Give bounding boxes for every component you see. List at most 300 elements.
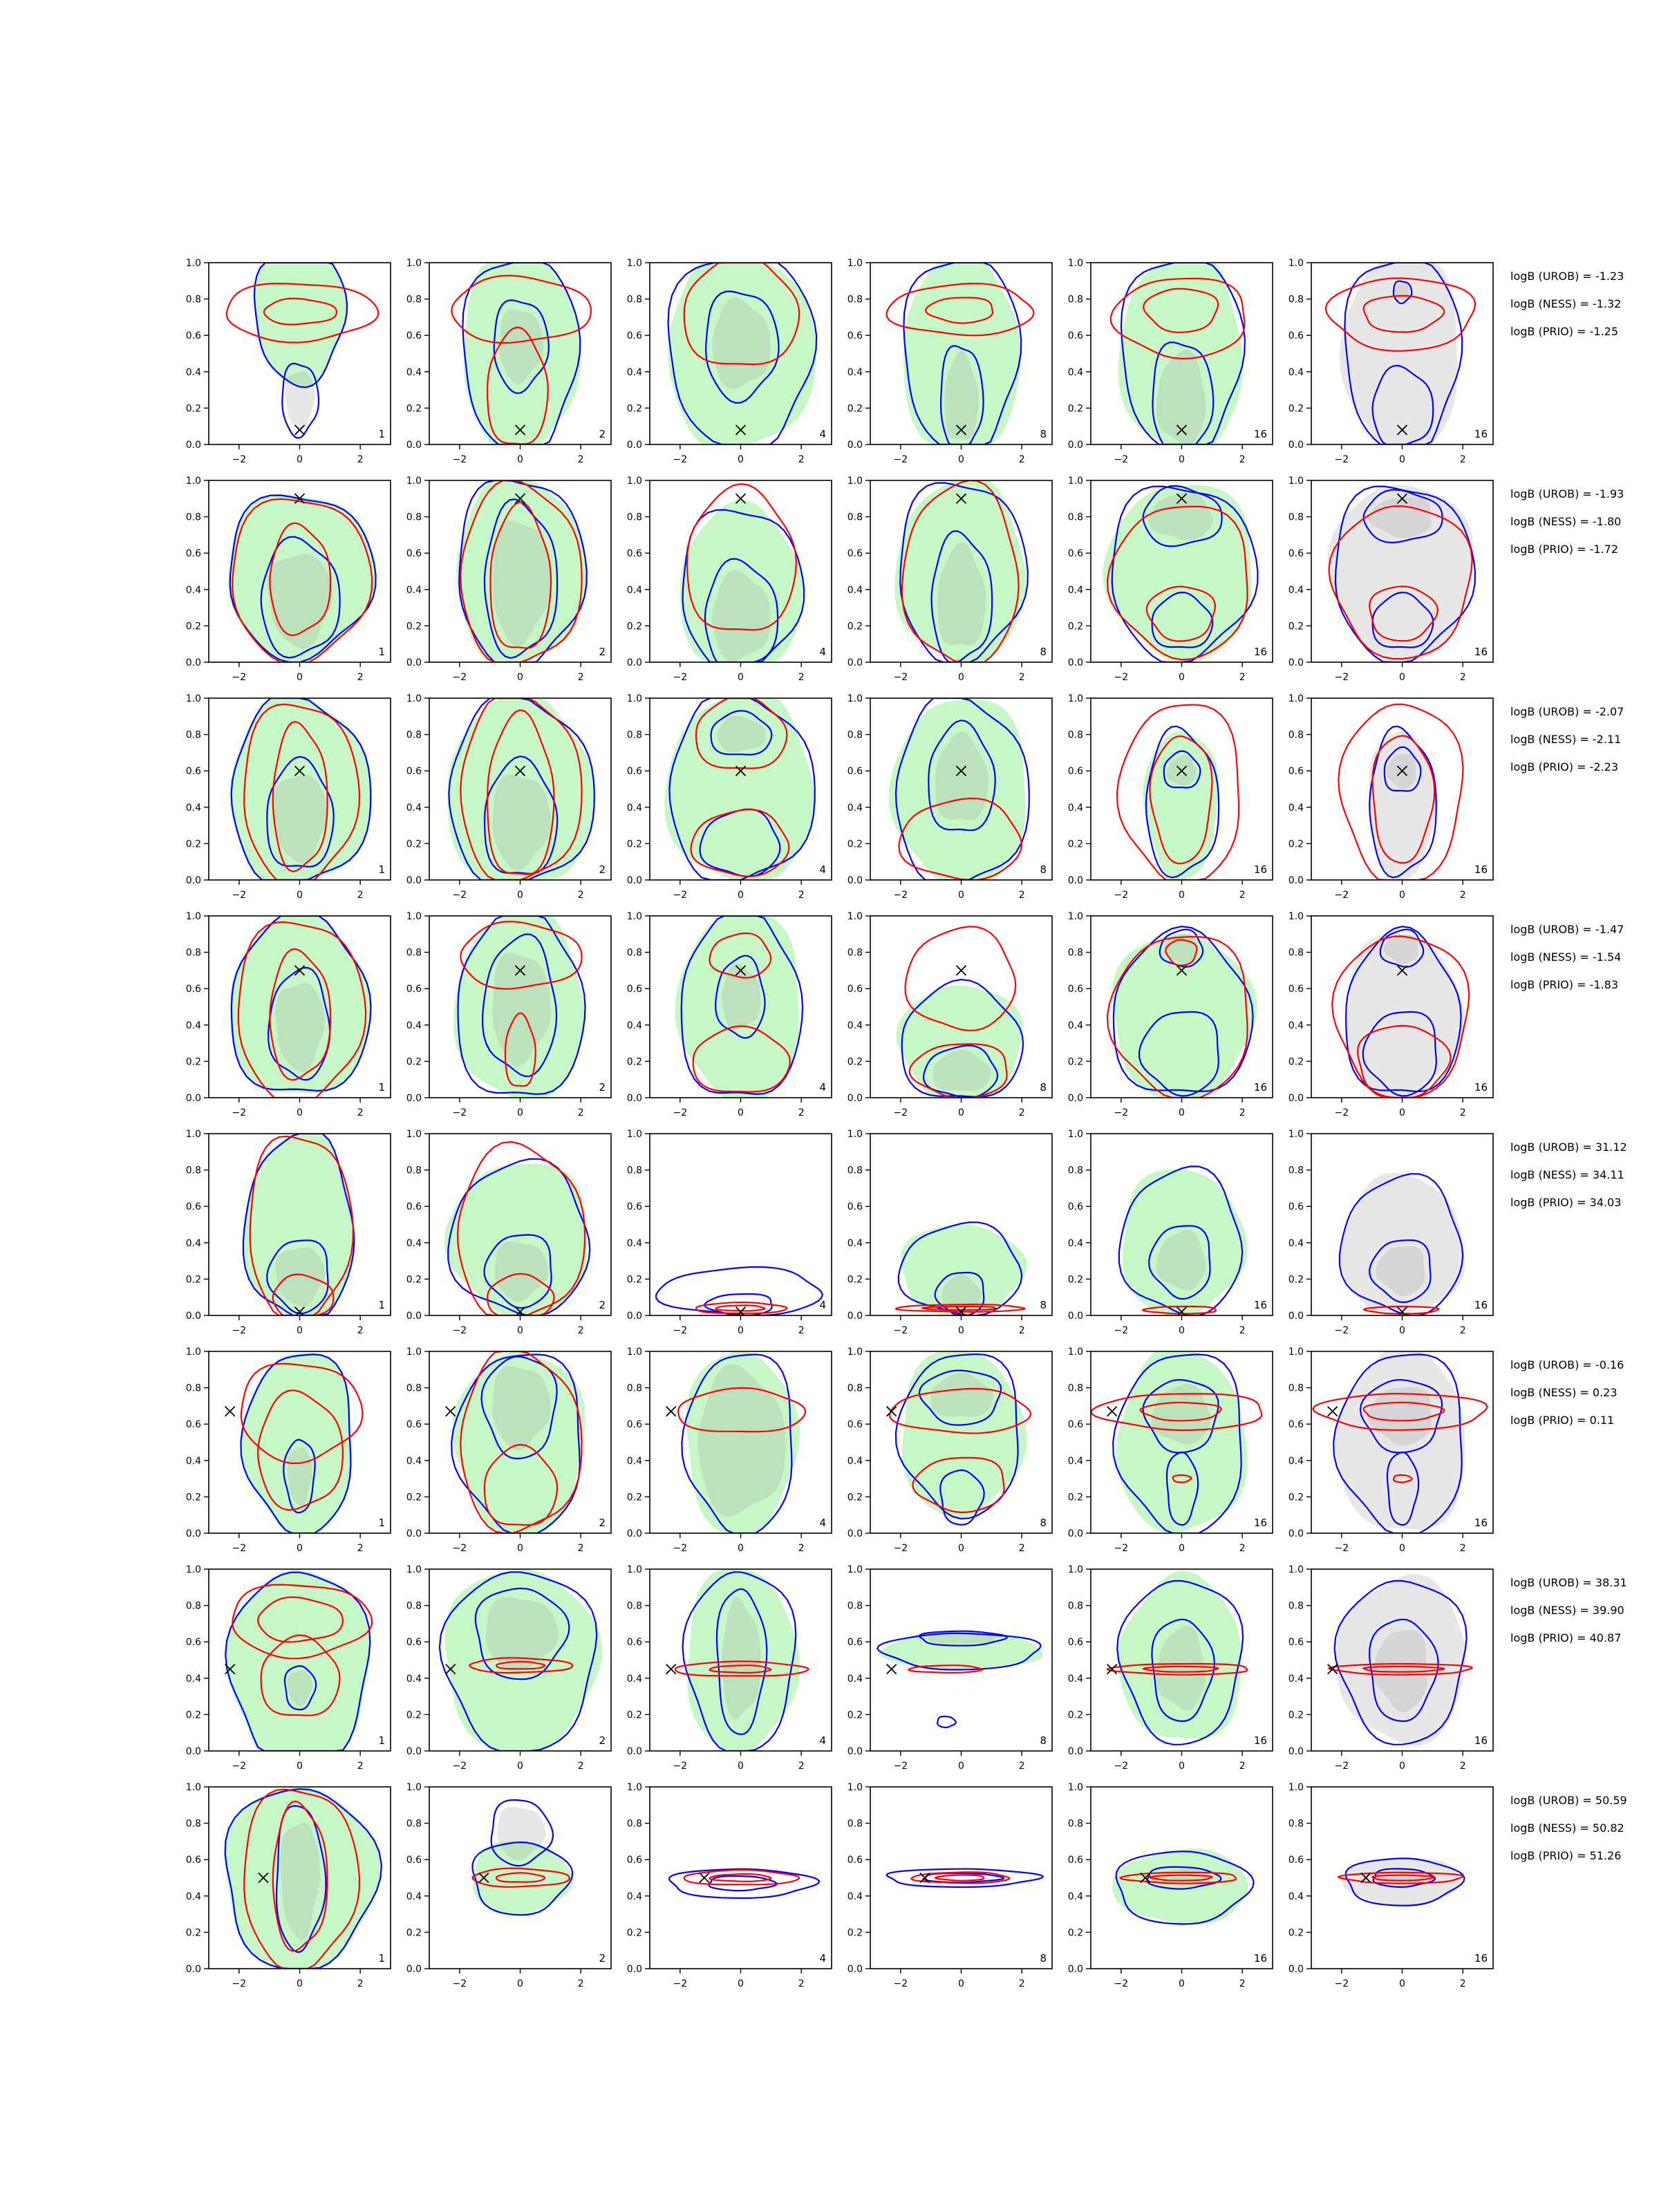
y-tick-label: 0.6 <box>185 984 201 995</box>
y-tick-label: 1.0 <box>1288 258 1304 269</box>
x-tick-label: −2 <box>1114 1978 1129 1989</box>
y-tick-label: 0.2 <box>1288 1056 1304 1068</box>
panel-count-label: 2 <box>599 428 606 440</box>
y-tick-label: 0.0 <box>847 1093 863 1104</box>
y-tick-label: 0.8 <box>847 729 863 741</box>
y-tick-label: 0.8 <box>1288 512 1304 523</box>
y-tick-label: 0.2 <box>185 1056 201 1068</box>
y-tick-label: 0.6 <box>406 1201 422 1213</box>
y-tick-label: 0.0 <box>1067 1746 1083 1757</box>
y-tick-label: 0.2 <box>626 838 642 850</box>
panel-count-label: 1 <box>378 1952 385 1965</box>
y-tick-label: 1.0 <box>1067 258 1083 269</box>
y-tick-label: 0.4 <box>626 1891 642 1902</box>
y-tick-label: 0.0 <box>1288 1311 1304 1322</box>
x-tick-label: 0 <box>958 1543 964 1554</box>
y-tick-label: 1.0 <box>185 911 201 922</box>
y-tick-label: 0.6 <box>1288 548 1304 560</box>
x-tick-label: 2 <box>577 890 584 901</box>
y-tick-label: 0.6 <box>1288 1855 1304 1866</box>
y-tick-label: 0.6 <box>1288 330 1304 342</box>
x-tick-label: 0 <box>738 672 744 683</box>
y-tick-label: 0.0 <box>1288 1528 1304 1539</box>
y-tick-label: 0.2 <box>847 1709 863 1721</box>
y-tick-label: 1.0 <box>626 1129 642 1140</box>
x-tick-label: −2 <box>673 672 688 683</box>
panel-count-label: 8 <box>1040 428 1047 440</box>
y-tick-label: 1.0 <box>626 1564 642 1575</box>
y-tick-label: 0.6 <box>1067 984 1083 995</box>
y-tick-label: 1.0 <box>1067 1782 1083 1793</box>
y-tick-label: 0.8 <box>626 1382 642 1394</box>
x-tick-label: −2 <box>1114 1325 1129 1336</box>
x-tick-label: 0 <box>738 1543 744 1554</box>
panel-count-label: 8 <box>1040 646 1047 658</box>
y-tick-label: 0.0 <box>406 1093 422 1104</box>
panel-count-label: 4 <box>819 1517 826 1529</box>
panel-count-label: 16 <box>1253 1081 1267 1094</box>
y-tick-label: 0.0 <box>1288 440 1304 451</box>
y-tick-label: 0.8 <box>626 294 642 306</box>
y-tick-label: 0.2 <box>626 621 642 632</box>
y-tick-label: 0.4 <box>847 802 863 814</box>
y-tick-label: 0.8 <box>626 729 642 741</box>
y-tick-label: 0.2 <box>847 838 863 850</box>
y-tick-label: 0.0 <box>185 1528 201 1539</box>
panel-count-label: 2 <box>599 863 606 876</box>
y-tick-label: 0.2 <box>847 403 863 415</box>
y-tick-label: 1.0 <box>406 1347 422 1358</box>
logb-label: logB (PRIO) = 34.03 <box>1510 1196 1622 1209</box>
logb-label: logB (UROB) = 31.12 <box>1510 1141 1627 1154</box>
x-tick-label: −2 <box>452 1107 467 1118</box>
x-tick-label: −2 <box>1334 1325 1349 1336</box>
y-tick-label: 0.6 <box>626 330 642 342</box>
x-tick-label: −2 <box>673 890 688 901</box>
x-tick-label: 2 <box>1459 1978 1466 1989</box>
logb-label: logB (PRIO) = -2.23 <box>1510 760 1618 774</box>
y-tick-label: 0.2 <box>847 1056 863 1068</box>
x-tick-label: −2 <box>1114 672 1129 683</box>
x-tick-label: −2 <box>1334 1978 1349 1989</box>
x-tick-label: −2 <box>893 1978 908 1989</box>
y-tick-label: 0.4 <box>1288 1673 1304 1685</box>
y-tick-label: 1.0 <box>185 1347 201 1358</box>
y-tick-label: 0.6 <box>847 1419 863 1431</box>
y-tick-label: 1.0 <box>847 1782 863 1793</box>
y-tick-label: 1.0 <box>1288 911 1304 922</box>
y-tick-label: 0.0 <box>847 440 863 451</box>
y-tick-label: 0.8 <box>1288 1382 1304 1394</box>
y-tick-label: 0.0 <box>847 1746 863 1757</box>
panel-count-label: 4 <box>819 428 826 440</box>
y-tick-label: 0.8 <box>406 947 422 959</box>
y-tick-label: 0.6 <box>406 330 422 342</box>
x-tick-label: −2 <box>893 1543 908 1554</box>
x-tick-label: 2 <box>577 454 584 465</box>
y-tick-label: 0.2 <box>406 1056 422 1068</box>
y-tick-label: 0.8 <box>185 512 201 523</box>
logb-label: logB (UROB) = -1.23 <box>1510 270 1624 283</box>
y-tick-label: 0.8 <box>1288 1165 1304 1177</box>
y-tick-label: 0.4 <box>1067 366 1083 378</box>
x-tick-label: 0 <box>297 454 303 465</box>
panel-count-label: 16 <box>1474 1952 1488 1965</box>
x-tick-label: 2 <box>357 1325 364 1336</box>
y-tick-label: 0.0 <box>185 1964 201 1975</box>
y-tick-label: 0.6 <box>1288 1419 1304 1431</box>
y-tick-label: 0.8 <box>406 1165 422 1177</box>
y-tick-label: 0.8 <box>1067 947 1083 959</box>
y-tick-label: 1.0 <box>1288 1782 1304 1793</box>
x-tick-label: 2 <box>1018 454 1025 465</box>
logb-label: logB (UROB) = -0.16 <box>1510 1358 1624 1371</box>
y-tick-label: 0.8 <box>1067 1165 1083 1177</box>
y-tick-label: 1.0 <box>185 1782 201 1793</box>
y-tick-label: 0.4 <box>626 1455 642 1467</box>
x-tick-label: 2 <box>798 1107 805 1118</box>
x-tick-label: 0 <box>738 890 744 901</box>
x-tick-label: 0 <box>738 1325 744 1336</box>
y-tick-label: 0.8 <box>406 512 422 523</box>
x-tick-label: −2 <box>673 1978 688 1989</box>
x-tick-label: 2 <box>357 454 364 465</box>
y-tick-label: 0.8 <box>185 729 201 741</box>
x-tick-label: −2 <box>893 672 908 683</box>
panel-count-label: 2 <box>599 1952 606 1965</box>
y-tick-label: 0.4 <box>1067 1891 1083 1902</box>
panel-count-label: 4 <box>819 1081 826 1094</box>
x-tick-label: −2 <box>232 672 247 683</box>
y-tick-label: 0.4 <box>185 1237 201 1249</box>
x-tick-label: 2 <box>1239 890 1246 901</box>
y-tick-label: 0.0 <box>626 440 642 451</box>
x-tick-label: 0 <box>1399 672 1405 683</box>
y-tick-label: 0.0 <box>626 875 642 886</box>
x-tick-label: 0 <box>297 672 303 683</box>
y-tick-label: 0.4 <box>1288 584 1304 596</box>
x-tick-label: 2 <box>357 1543 364 1554</box>
y-tick-label: 0.4 <box>1067 1673 1083 1685</box>
x-tick-label: −2 <box>452 890 467 901</box>
x-tick-label: −2 <box>232 454 247 465</box>
logb-label: logB (NESS) = 39.90 <box>1510 1604 1624 1617</box>
y-tick-label: 0.2 <box>1288 403 1304 415</box>
x-tick-label: 0 <box>1179 1978 1185 1989</box>
x-tick-label: 0 <box>738 1978 744 1989</box>
y-tick-label: 1.0 <box>626 258 642 269</box>
y-tick-label: 1.0 <box>406 258 422 269</box>
y-tick-label: 0.0 <box>1288 875 1304 886</box>
y-tick-label: 0.8 <box>1288 1600 1304 1612</box>
x-tick-label: −2 <box>1334 890 1349 901</box>
x-tick-label: 0 <box>297 890 303 901</box>
x-tick-label: 0 <box>517 1978 523 1989</box>
y-tick-label: 0.4 <box>406 1020 422 1031</box>
panel-count-label: 1 <box>378 646 385 658</box>
x-tick-label: 0 <box>738 454 744 465</box>
x-tick-label: 2 <box>577 1978 584 1989</box>
x-tick-label: −2 <box>1334 1107 1349 1118</box>
panel-count-label: 1 <box>378 863 385 876</box>
logb-label: logB (PRIO) = -1.83 <box>1510 978 1618 991</box>
panel-count-label: 2 <box>599 1734 606 1747</box>
logb-label: logB (NESS) = -2.11 <box>1510 733 1622 746</box>
panel-count-label: 16 <box>1253 863 1267 876</box>
x-tick-label: −2 <box>893 1107 908 1118</box>
y-tick-label: 1.0 <box>185 258 201 269</box>
panel-count-label: 16 <box>1253 1734 1267 1747</box>
x-tick-label: 0 <box>1399 1978 1405 1989</box>
y-tick-label: 0.2 <box>1288 1927 1304 1939</box>
y-tick-label: 1.0 <box>626 1782 642 1793</box>
x-tick-label: 0 <box>517 890 523 901</box>
y-tick-label: 0.4 <box>406 1455 422 1467</box>
y-tick-label: 0.4 <box>626 366 642 378</box>
y-tick-label: 0.2 <box>406 1274 422 1286</box>
y-tick-label: 0.8 <box>1067 729 1083 741</box>
y-tick-label: 0.6 <box>185 1419 201 1431</box>
y-tick-label: 0.4 <box>847 1237 863 1249</box>
y-tick-label: 0.8 <box>1288 294 1304 306</box>
y-tick-label: 0.0 <box>1067 1311 1083 1322</box>
y-tick-label: 0.0 <box>847 1528 863 1539</box>
x-tick-label: 0 <box>958 1761 964 1772</box>
y-tick-label: 0.0 <box>1067 657 1083 668</box>
y-tick-label: 0.6 <box>626 1201 642 1213</box>
y-tick-label: 1.0 <box>626 911 642 922</box>
y-tick-label: 0.2 <box>406 403 422 415</box>
x-tick-label: −2 <box>1114 1543 1129 1554</box>
y-tick-label: 0.8 <box>185 947 201 959</box>
logb-label: logB (UROB) = -2.07 <box>1510 705 1624 718</box>
y-tick-label: 0.8 <box>626 1818 642 1830</box>
y-tick-label: 0.0 <box>626 1964 642 1975</box>
y-tick-label: 0.6 <box>626 548 642 560</box>
y-tick-label: 0.2 <box>185 1709 201 1721</box>
y-tick-label: 0.4 <box>1288 1455 1304 1467</box>
x-tick-label: −2 <box>1114 1761 1129 1772</box>
y-tick-label: 0.4 <box>1067 1020 1083 1031</box>
x-tick-label: 2 <box>1239 1325 1246 1336</box>
y-tick-label: 0.8 <box>406 294 422 306</box>
panel-count-label: 4 <box>819 646 826 658</box>
y-tick-label: 0.2 <box>185 621 201 632</box>
y-tick-label: 0.8 <box>1067 1382 1083 1394</box>
y-tick-label: 0.4 <box>185 802 201 814</box>
y-tick-label: 0.8 <box>626 1600 642 1612</box>
x-tick-label: 2 <box>798 454 805 465</box>
x-tick-label: 0 <box>1399 1761 1405 1772</box>
y-tick-label: 0.8 <box>847 947 863 959</box>
y-tick-label: 0.4 <box>406 802 422 814</box>
y-tick-label: 1.0 <box>847 476 863 487</box>
x-tick-label: −2 <box>452 1761 467 1772</box>
panel-count-label: 16 <box>1474 1299 1488 1311</box>
y-tick-label: 0.8 <box>185 1600 201 1612</box>
x-tick-label: 2 <box>1459 1107 1466 1118</box>
x-tick-label: −2 <box>452 1325 467 1336</box>
y-tick-label: 0.6 <box>847 1855 863 1866</box>
y-tick-label: 0.2 <box>185 403 201 415</box>
x-tick-label: 2 <box>577 1107 584 1118</box>
y-tick-label: 0.6 <box>185 548 201 560</box>
x-tick-label: −2 <box>232 1761 247 1772</box>
x-tick-label: 0 <box>1179 672 1185 683</box>
y-tick-label: 1.0 <box>1288 1564 1304 1575</box>
y-tick-label: 0.6 <box>1067 1419 1083 1431</box>
x-tick-label: 2 <box>798 1761 805 1772</box>
y-tick-label: 0.6 <box>185 330 201 342</box>
y-tick-label: 0.4 <box>1288 366 1304 378</box>
y-tick-label: 0.0 <box>847 875 863 886</box>
y-tick-label: 0.6 <box>1067 330 1083 342</box>
logb-label: logB (UROB) = -1.47 <box>1510 923 1624 936</box>
y-tick-label: 0.8 <box>847 512 863 523</box>
y-tick-label: 1.0 <box>1067 911 1083 922</box>
y-tick-label: 0.0 <box>185 875 201 886</box>
panel-count-label: 16 <box>1253 646 1267 658</box>
x-tick-label: −2 <box>893 1325 908 1336</box>
x-tick-label: 0 <box>958 1978 964 1989</box>
panel-count-label: 8 <box>1040 1734 1047 1747</box>
x-tick-label: 2 <box>1459 454 1466 465</box>
x-tick-label: −2 <box>232 1107 247 1118</box>
x-tick-label: 0 <box>1179 1325 1185 1336</box>
x-tick-label: 0 <box>1179 454 1185 465</box>
y-tick-label: 0.0 <box>626 1746 642 1757</box>
x-tick-label: −2 <box>452 1978 467 1989</box>
y-tick-label: 0.0 <box>1288 1093 1304 1104</box>
y-tick-label: 0.4 <box>185 584 201 596</box>
x-tick-label: 2 <box>577 672 584 683</box>
x-tick-label: 2 <box>798 1325 805 1336</box>
y-tick-label: 1.0 <box>185 1129 201 1140</box>
y-tick-label: 0.6 <box>185 1201 201 1213</box>
y-tick-label: 1.0 <box>185 693 201 704</box>
panel-count-label: 8 <box>1040 1299 1047 1311</box>
panel-count-label: 1 <box>378 1734 385 1747</box>
panel-count-label: 1 <box>378 1517 385 1529</box>
y-tick-label: 1.0 <box>406 1129 422 1140</box>
x-tick-label: 2 <box>1459 672 1466 683</box>
x-tick-label: −2 <box>1114 454 1129 465</box>
y-tick-label: 0.2 <box>1067 838 1083 850</box>
x-tick-label: 2 <box>1239 1107 1246 1118</box>
logb-label: logB (PRIO) = 51.26 <box>1510 1849 1622 1862</box>
y-tick-label: 0.8 <box>406 1818 422 1830</box>
x-tick-label: 0 <box>297 1761 303 1772</box>
y-tick-label: 0.2 <box>1288 1274 1304 1286</box>
x-tick-label: 0 <box>958 672 964 683</box>
x-tick-label: 2 <box>1018 890 1025 901</box>
y-tick-label: 0.0 <box>1067 1964 1083 1975</box>
x-tick-label: 0 <box>297 1543 303 1554</box>
y-tick-label: 1.0 <box>847 693 863 704</box>
y-tick-label: 1.0 <box>185 1564 201 1575</box>
y-tick-label: 0.6 <box>185 1637 201 1649</box>
y-tick-label: 0.4 <box>1067 802 1083 814</box>
x-tick-label: 0 <box>297 1107 303 1118</box>
x-tick-label: 0 <box>517 454 523 465</box>
y-tick-label: 0.8 <box>185 1165 201 1177</box>
x-tick-label: −2 <box>232 1543 247 1554</box>
y-tick-label: 1.0 <box>847 911 863 922</box>
y-tick-label: 0.4 <box>847 1455 863 1467</box>
y-tick-label: 0.6 <box>626 1637 642 1649</box>
y-tick-label: 0.8 <box>406 1382 422 1394</box>
x-tick-label: 0 <box>1179 1761 1185 1772</box>
y-tick-label: 1.0 <box>847 258 863 269</box>
panel-count-label: 16 <box>1253 1517 1267 1529</box>
x-tick-label: 2 <box>1459 1543 1466 1554</box>
y-tick-label: 0.6 <box>406 766 422 778</box>
x-tick-label: 2 <box>1018 672 1025 683</box>
panel-count-label: 2 <box>599 1081 606 1094</box>
y-tick-label: 1.0 <box>1067 693 1083 704</box>
y-tick-label: 0.2 <box>1067 1927 1083 1939</box>
y-tick-label: 0.8 <box>1288 1818 1304 1830</box>
panel-count-label: 2 <box>599 1517 606 1529</box>
y-tick-label: 0.6 <box>406 1637 422 1649</box>
x-tick-label: 2 <box>1018 1325 1025 1336</box>
panel-count-label: 1 <box>378 1299 385 1311</box>
x-tick-label: 2 <box>1018 1761 1025 1772</box>
panel-count-label: 16 <box>1253 1299 1267 1311</box>
panel-count-label: 16 <box>1474 1734 1488 1747</box>
y-tick-label: 0.4 <box>185 366 201 378</box>
y-tick-label: 0.2 <box>1288 1492 1304 1503</box>
x-tick-label: 2 <box>1239 1978 1246 1989</box>
x-tick-label: 0 <box>517 1107 523 1118</box>
y-tick-label: 0.2 <box>406 1927 422 1939</box>
y-tick-label: 0.2 <box>626 1056 642 1068</box>
x-tick-label: 2 <box>577 1325 584 1336</box>
y-tick-label: 1.0 <box>1288 1347 1304 1358</box>
x-tick-label: 2 <box>798 890 805 901</box>
x-tick-label: −2 <box>893 890 908 901</box>
x-tick-label: 2 <box>577 1761 584 1772</box>
y-tick-label: 0.0 <box>406 1528 422 1539</box>
panel-count-label: 16 <box>1474 646 1488 658</box>
y-tick-label: 0.2 <box>1288 621 1304 632</box>
y-tick-label: 1.0 <box>406 693 422 704</box>
x-tick-label: 0 <box>738 1761 744 1772</box>
panel-count-label: 1 <box>378 428 385 440</box>
y-tick-label: 0.8 <box>185 1818 201 1830</box>
y-tick-label: 0.8 <box>1288 729 1304 741</box>
x-tick-label: 0 <box>1179 1543 1185 1554</box>
y-tick-label: 0.2 <box>1288 1709 1304 1721</box>
x-tick-label: 2 <box>798 672 805 683</box>
y-tick-label: 1.0 <box>406 476 422 487</box>
y-tick-label: 0.0 <box>406 440 422 451</box>
y-tick-label: 0.4 <box>1288 802 1304 814</box>
y-tick-label: 0.0 <box>626 1528 642 1539</box>
y-tick-label: 0.4 <box>1067 584 1083 596</box>
y-tick-label: 0.8 <box>185 1382 201 1394</box>
y-tick-label: 0.2 <box>1067 403 1083 415</box>
y-tick-label: 0.6 <box>1288 984 1304 995</box>
y-tick-label: 0.6 <box>847 330 863 342</box>
y-tick-label: 0.2 <box>1067 1056 1083 1068</box>
y-tick-label: 0.0 <box>847 1311 863 1322</box>
y-tick-label: 1.0 <box>626 693 642 704</box>
panel-count-label: 8 <box>1040 1517 1047 1529</box>
y-tick-label: 0.8 <box>626 947 642 959</box>
logb-label: logB (UROB) = -1.93 <box>1510 487 1624 500</box>
y-tick-label: 0.8 <box>1067 1600 1083 1612</box>
